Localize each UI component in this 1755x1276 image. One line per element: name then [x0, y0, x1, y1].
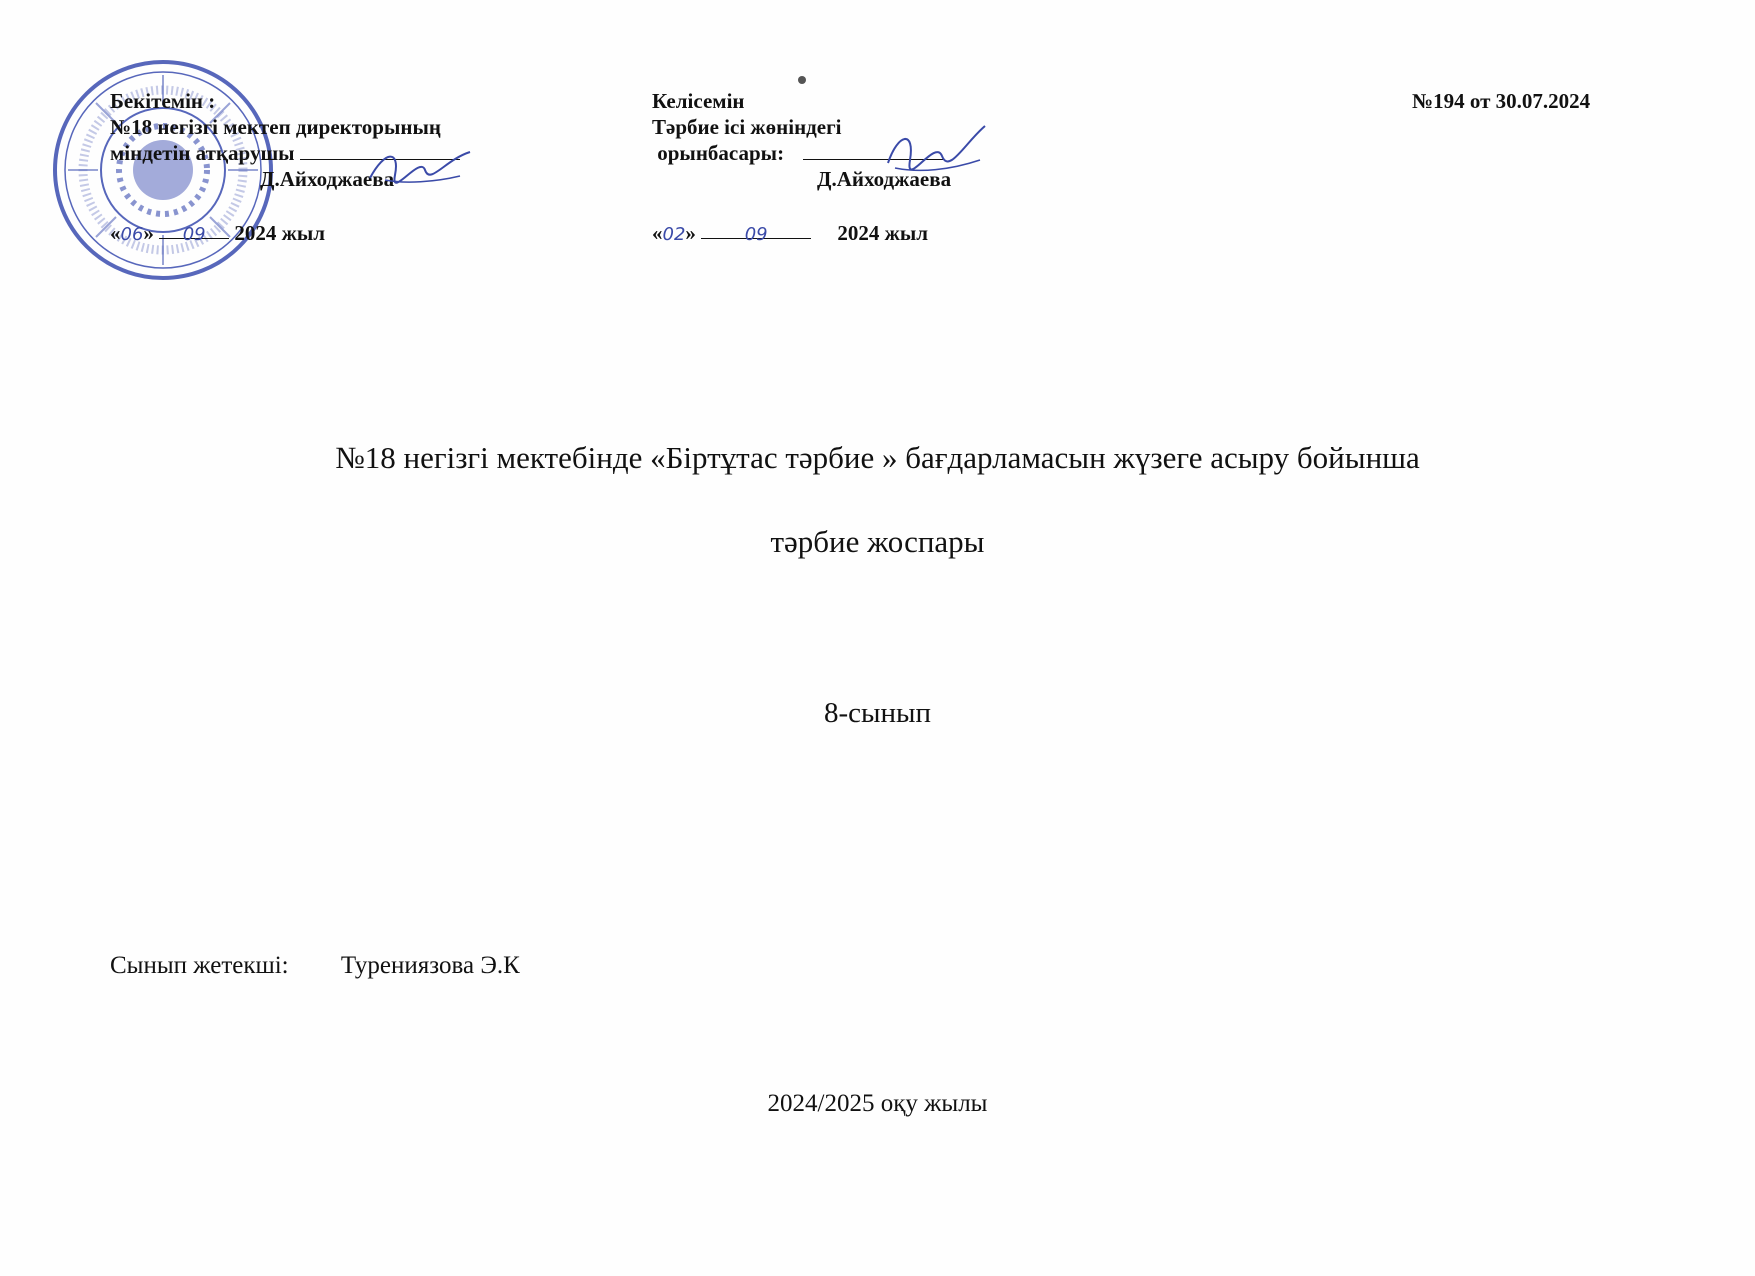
school-year: 2024/2025 оқу жылы: [767, 1090, 988, 1117]
agreement-position: Тәрбие ісі жөніндегі: [652, 115, 842, 139]
agreement-heading: Келісемін: [652, 89, 745, 113]
approval-date-year: 2024 жыл: [234, 221, 326, 245]
approval-signer: Д.Айходжаева: [260, 167, 395, 191]
agreement-date: «02» 09 2024 жыл: [652, 221, 929, 245]
approval-position: №18 негізгі мектеп директорының: [110, 115, 441, 139]
ink-dot: [798, 76, 806, 84]
approval-date-month: 09: [182, 224, 206, 245]
teacher-label: Сынып жетекші:: [110, 952, 289, 979]
agreement-date-month: 09: [744, 224, 768, 245]
approval-signature-icon: [365, 140, 475, 190]
order-number: №194 от 30.07.2024: [1412, 89, 1591, 113]
approval-role: міндетін атқарушы: [110, 141, 295, 165]
document-subtitle: тәрбие жоспары: [770, 524, 985, 559]
teacher-name: Турениязова Э.К: [340, 952, 520, 979]
class-teacher: [110, 952, 520, 980]
agreement-date-year: 2024 жыл: [837, 221, 929, 245]
agreement-date-day: 02: [662, 224, 686, 245]
agreement-date-month-line: [701, 220, 811, 245]
approval-date: «06» 09 2024 жыл: [110, 221, 326, 245]
approval-date-month-line: [159, 220, 229, 245]
grade-label: 8-сынып: [823, 697, 932, 729]
agreement-signer: Д.Айходжаева: [817, 167, 952, 191]
agreement-signature-icon: [880, 118, 990, 178]
agreement-role: орынбасары:: [657, 141, 785, 165]
approval-date-day: 06: [120, 224, 144, 245]
document-title: №18 негізгі мектебінде «Біртұтас тәрбие » бағдарламасын жүзеге асыру бойынша: [335, 440, 1420, 475]
approval-heading: Бекітемін :: [110, 89, 216, 113]
